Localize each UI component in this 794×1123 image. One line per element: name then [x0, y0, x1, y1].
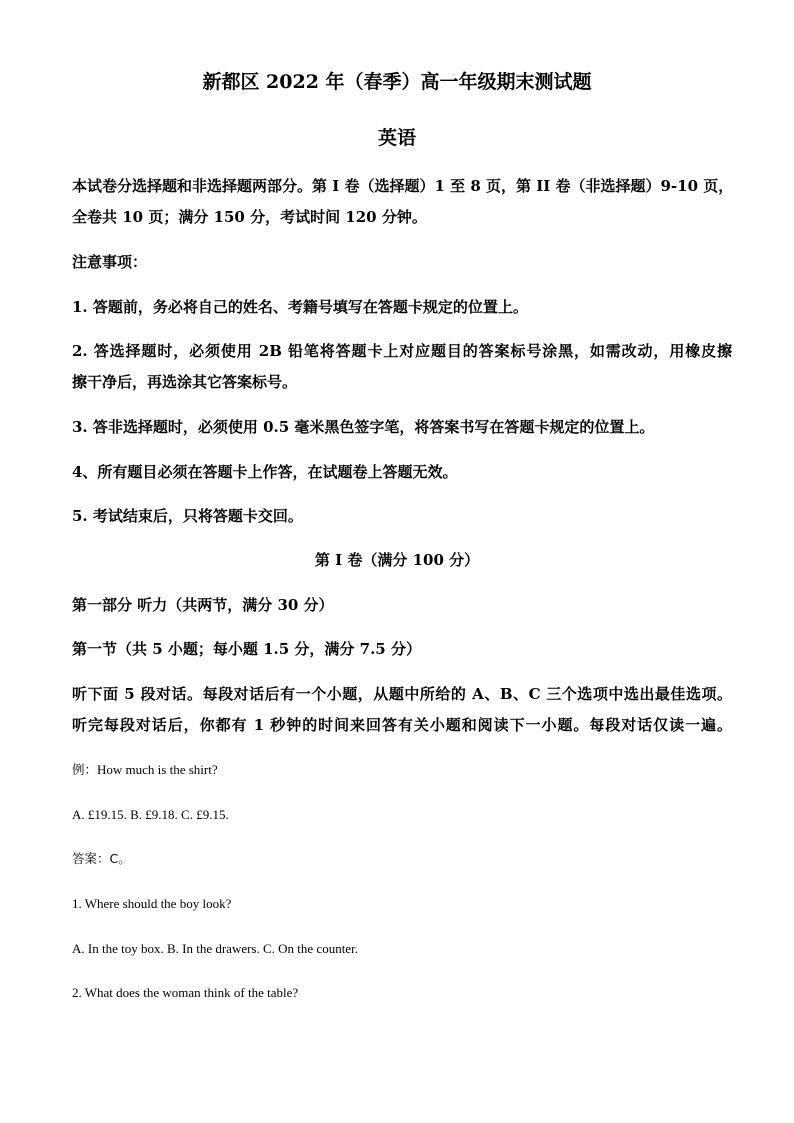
section-1-heading: 第一节（共 5 小题；每小题 1.5 分，满分 7.5 分）: [72, 640, 421, 658]
note-item-1: 1. 答题前，务必将自己的姓名、考籍号填写在答题卡规定的位置上。: [72, 298, 528, 316]
example-question-text: How much is the shirt?: [97, 762, 218, 777]
note-item-3: 3. 答非选择题时，必须使用 0.5 毫米黑色签字笔，将答案书写在答题卡规定的位置上。: [72, 418, 655, 436]
example-question: [72, 761, 732, 779]
example-options: A. £19.15. B. £9.18. C. £9.15.: [72, 807, 229, 822]
question-1-options: A. In the toy box. B. In the drawers. C. On the counter.: [72, 941, 358, 956]
exam-title: 新都区 2022 年（春季）高一年级期末测试题: [202, 71, 592, 93]
example-prefix: 例：: [72, 762, 98, 777]
intro-line-2: 全卷共 10 页；满分 150 分，考试时间 120 分钟。: [72, 208, 427, 226]
instruction-line-2: 听完每段对话后，你都有 1 秒钟的时间来回答有关小题和阅读下一小题。每段对话仅读一遍。: [72, 716, 732, 734]
volume-title: 第 I 卷（满分 100 分）: [314, 551, 480, 569]
question-1: 1. Where should the boy look?: [72, 896, 232, 911]
note-item-5: 5. 考试结束后，只将答题卡交回。: [72, 507, 303, 525]
question-2: 2. What does the woman think of the table?: [72, 985, 299, 1000]
example-answer: 答案：C。: [72, 851, 131, 866]
notes-heading: 注意事项：: [72, 253, 148, 271]
part-1-heading: 第一部分 听力（共两节，满分 30 分）: [72, 596, 334, 614]
note-item-4: 4、所有题目必须在答题卡上作答，在试题卷上答题无效。: [72, 463, 458, 481]
instruction-line-1: 听下面 5 段对话。每段对话后有一个小题，从题中所给的 A、B、C 三个选项中选出最佳选项。: [72, 685, 732, 703]
note-item-2-line-1: 2. 答选择题时，必须使用 2B 铅笔将答题卡上对应题目的答案标号涂黑，如需改动，用橡皮擦: [72, 342, 732, 360]
note-item-2-line-2: 擦干净后，再选涂其它答案标号。: [72, 373, 298, 391]
subject-title: 英语: [377, 127, 416, 149]
intro-line-1: 本试卷分选择题和非选择题两部分。第 I 卷（选择题）1 至 8 页，第 II 卷（非选择题）9-10 页，: [72, 177, 734, 195]
